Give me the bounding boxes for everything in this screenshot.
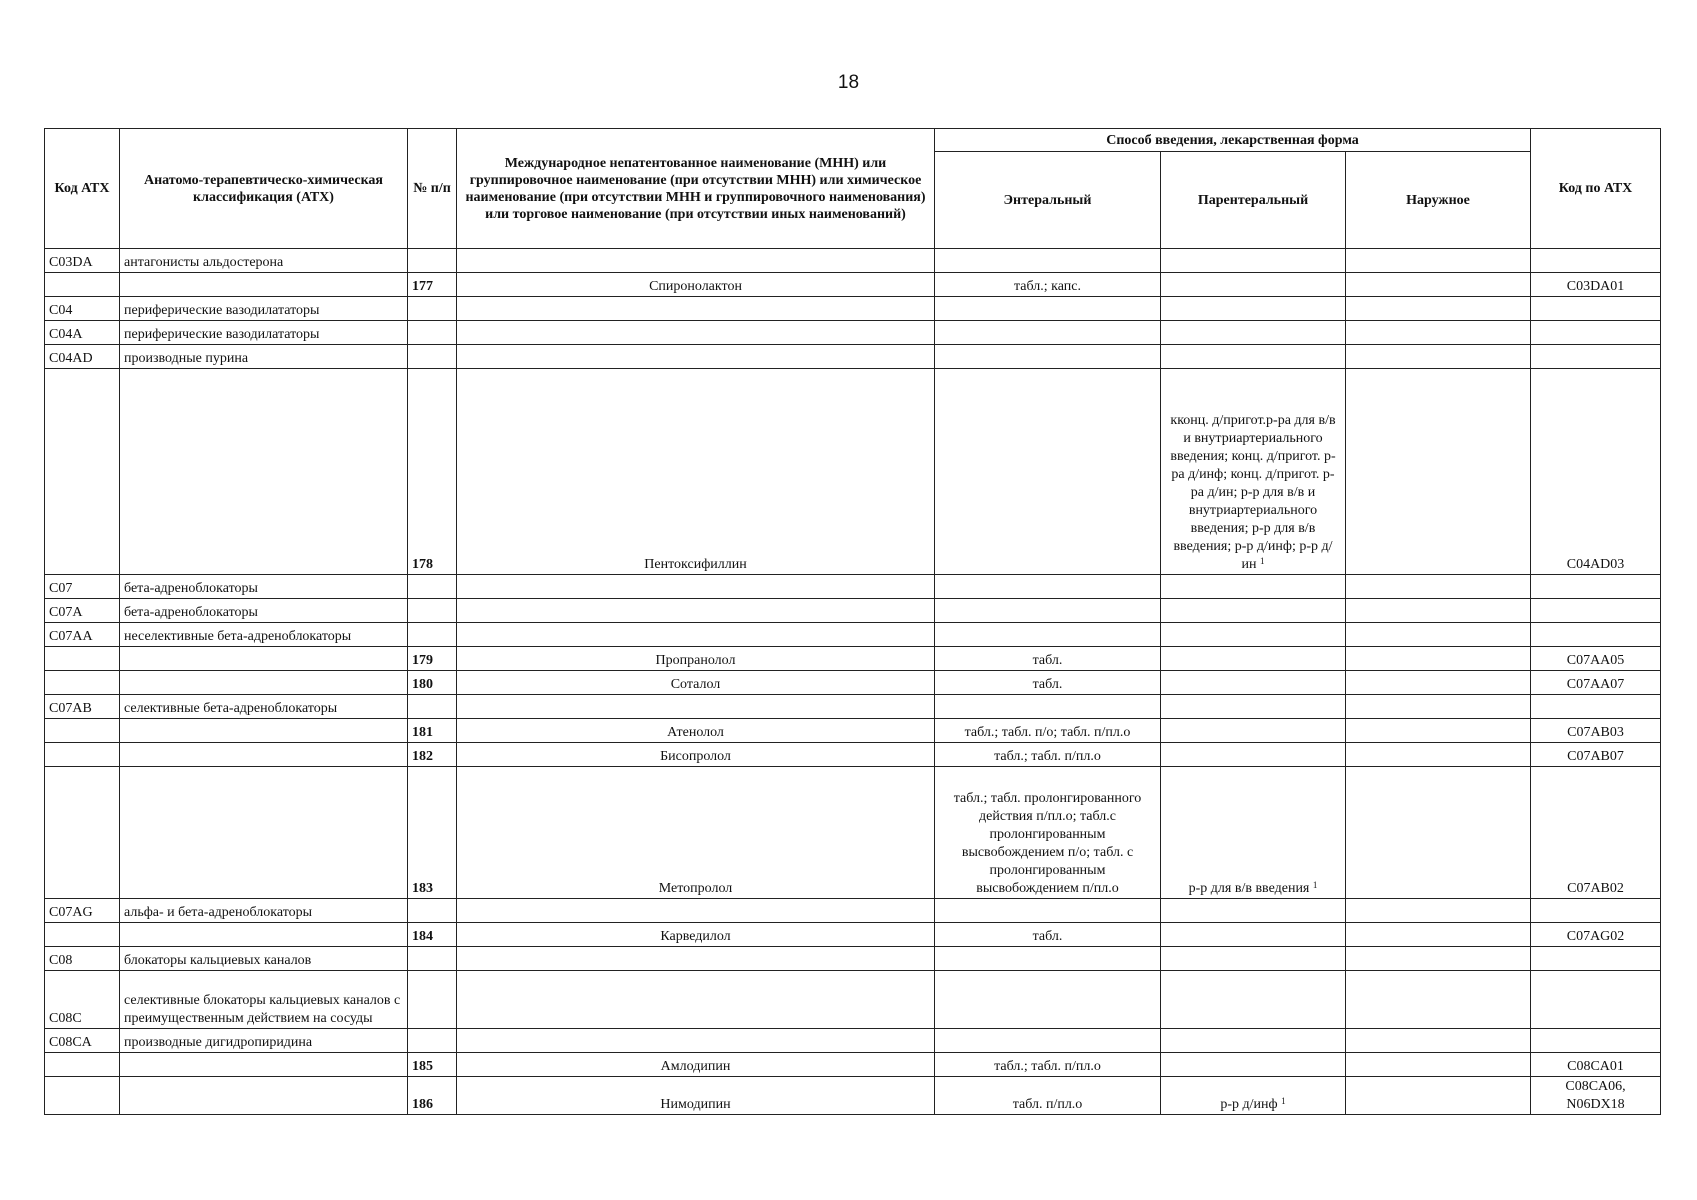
atc-code-cell [1531,647,1661,671]
atx-code-cell [45,923,120,947]
parenteral-form-cell [1161,947,1346,971]
row-number-cell [408,1077,457,1115]
row-number-cell [408,743,457,767]
row-number-cell-text: 179 [412,653,433,668]
classification-cell [120,1029,408,1053]
parenteral-form-cell [1161,599,1346,623]
classification-cell [120,1077,408,1115]
table-row [45,1029,1661,1053]
atc-code-cell [1531,671,1661,695]
classification-cell-text: антагонисты альдостерона [124,255,284,270]
table-row [45,767,1661,899]
atx-code-cell-text: C07A [49,605,83,620]
row-number-cell-text: 184 [412,929,433,944]
atc-code-cell [1531,297,1661,321]
enteral-form-cell-text: табл. п/пл.о [1012,1097,1083,1112]
atx-code-cell [45,647,120,671]
table-row [45,249,1661,273]
enteral-form-cell [935,273,1161,297]
atc-code-cell [1531,1029,1661,1053]
table-row [45,297,1661,321]
atc-code-cell-text: C07AA07 [1566,677,1625,692]
table-row [45,647,1661,671]
classification-cell-text: производные дигидропиридина [124,1035,313,1050]
classification-cell [120,743,408,767]
row-number-cell [408,1053,457,1077]
atx-code-cell [45,249,120,273]
atx-code-cell-text: C07AB [49,701,92,716]
table-row [45,321,1661,345]
row-number-cell [408,369,457,575]
classification-cell [120,899,408,923]
row-number-cell [408,297,457,321]
classification-cell-text: производные пурина [124,351,249,366]
atc-code-cell [1531,575,1661,599]
atx-code-cell-text: C08C [49,1011,82,1026]
row-number-cell [408,249,457,273]
drug-name-cell [457,767,935,899]
enteral-form-cell [935,369,1161,575]
classification-cell [120,971,408,1029]
atc-code-cell [1531,273,1661,297]
atx-code-cell [45,321,120,345]
atx-code-cell-text: C07AG [49,905,93,920]
atc-code-cell [1531,345,1661,369]
atc-code-cell-text: C08CA01 [1567,1059,1624,1074]
atc-code-cell [1531,369,1661,575]
drug-name-cell [457,599,935,623]
atx-code-cell-text: C08 [49,953,73,968]
external-form-cell [1346,923,1531,947]
atx-code-cell-text: C08CA [49,1035,92,1050]
parenteral-form-cell [1161,695,1346,719]
classification-cell-text: неселективные бета-адреноблокаторы [124,629,352,644]
parenteral-form-cell [1161,743,1346,767]
enteral-form-cell [935,647,1161,671]
atx-code-cell [45,623,120,647]
enteral-form-cell [935,695,1161,719]
parenteral-form-cell [1161,321,1346,345]
row-number-cell-text: 181 [412,725,433,740]
footnote-marker: 1 [1281,1096,1286,1106]
drug-name-cell [457,249,935,273]
atx-code-cell [45,575,120,599]
row-number-cell-text: 186 [412,1097,433,1112]
table-row [45,1077,1661,1115]
external-form-cell [1346,767,1531,899]
table-row [45,273,1661,297]
table-body [45,249,1661,1115]
atx-code-cell [45,767,120,899]
drug-name-cell-text: Бисопролол [660,749,731,764]
table-row [45,623,1661,647]
external-form-cell [1346,623,1531,647]
atc-code-cell [1531,947,1661,971]
table-row [45,719,1661,743]
row-number-cell [408,321,457,345]
drug-name-cell [457,971,935,1029]
drug-name-cell [457,743,935,767]
table-row [45,345,1661,369]
footnote-marker: 1 [1259,556,1265,566]
parenteral-form-cell [1161,575,1346,599]
table-row [45,971,1661,1029]
classification-cell-text: селективные блокаторы кальциевых каналов с преимущественным действием на сосуды [124,993,401,1026]
header-atc-code: Код по АТХ [1531,129,1661,249]
external-form-cell [1346,599,1531,623]
parenteral-form-cell [1161,369,1346,575]
atx-code-cell [45,599,120,623]
table-row [45,599,1661,623]
row-number-cell [408,947,457,971]
parenteral-form-cell [1161,923,1346,947]
external-form-cell [1346,671,1531,695]
classification-cell-text: периферические вазодилататоры [124,303,320,318]
external-form-cell [1346,647,1531,671]
enteral-form-cell-text: табл. [1032,653,1063,668]
classification-cell-text: бета-адреноблокаторы [124,581,258,596]
drug-name-cell [457,575,935,599]
classification-cell [120,947,408,971]
atx-code-cell-text: C07 [49,581,73,596]
atx-code-cell-text: C07AA [49,629,93,644]
drug-name-cell [457,695,935,719]
table-header [45,129,1661,249]
atx-code-cell [45,1029,120,1053]
drug-name-cell [457,369,935,575]
enteral-form-cell [935,249,1161,273]
atc-code-cell [1531,743,1661,767]
classification-cell [120,297,408,321]
classification-cell [120,321,408,345]
row-number-cell-text: 178 [412,557,433,572]
table-row [45,743,1661,767]
enteral-form-cell [935,297,1161,321]
row-number-cell [408,623,457,647]
parenteral-form-cell [1161,273,1346,297]
classification-cell [120,767,408,899]
enteral-form-cell [935,899,1161,923]
row-number-cell-text: 177 [412,279,433,294]
drug-name-cell [457,297,935,321]
atx-code-cell [45,369,120,575]
classification-cell [120,249,408,273]
header-num: № п/п [408,129,457,249]
classification-cell [120,345,408,369]
enteral-form-cell [935,321,1161,345]
atx-code-cell [45,345,120,369]
parenteral-form-cell [1161,971,1346,1029]
external-form-cell [1346,273,1531,297]
atc-code-cell [1531,1077,1661,1115]
atx-code-cell [45,273,120,297]
drug-name-cell [457,623,935,647]
atc-code-cell-text: C07AA05 [1566,653,1625,668]
header-route-group: Способ введения, лекарственная форма [935,129,1531,152]
table-row [45,695,1661,719]
table-row [45,575,1661,599]
atx-code-cell [45,899,120,923]
enteral-form-cell [935,1077,1161,1115]
parenteral-form-cell [1161,297,1346,321]
enteral-form-cell [935,743,1161,767]
enteral-form-cell [935,623,1161,647]
enteral-form-cell-text: табл.; табл. пролонгированного действия п/пл.о; табл.с пролонгированным высвобождением п/о; табл. с пролонгированным высвобождением п/пл.о [953,791,1142,896]
drug-name-cell-text: Амлодипин [660,1059,731,1074]
header-enteral: Энтеральный [935,152,1161,249]
enteral-form-cell [935,1029,1161,1053]
atx-code-cell [45,947,120,971]
enteral-form-cell [935,599,1161,623]
atx-code-cell-text: C04A [49,327,83,342]
parenteral-form-cell [1161,1053,1346,1077]
row-number-cell [408,695,457,719]
external-form-cell [1346,1077,1531,1115]
classification-cell [120,623,408,647]
enteral-form-cell [935,923,1161,947]
atx-code-cell [45,743,120,767]
row-number-cell-text: 183 [412,881,433,896]
classification-cell [120,575,408,599]
classification-cell [120,719,408,743]
atc-code-cell-text: C08CA06, N06DX18 [1565,1079,1626,1112]
row-number-cell [408,1029,457,1053]
row-number-cell [408,719,457,743]
row-number-cell [408,599,457,623]
drug-name-cell-text: Пропранолол [655,653,736,668]
atc-code-cell [1531,623,1661,647]
classification-cell-text: периферические вазодилататоры [124,327,320,342]
classification-cell [120,647,408,671]
drug-name-cell [457,899,935,923]
enteral-form-cell-text: табл.; табл. п/пл.о [994,749,1101,764]
row-number-cell [408,899,457,923]
drug-name-cell [457,273,935,297]
parenteral-form-cell [1161,623,1346,647]
atc-code-cell-text: C04AD03 [1566,557,1625,572]
enteral-form-cell [935,971,1161,1029]
atc-code-cell [1531,1053,1661,1077]
external-form-cell [1346,971,1531,1029]
row-number-cell [408,767,457,899]
drug-name-cell [457,1077,935,1115]
drug-name-cell-text: Нимодипин [660,1097,731,1112]
atx-code-cell [45,297,120,321]
atx-code-cell [45,1077,120,1115]
atc-code-cell [1531,321,1661,345]
parenteral-form-cell [1161,767,1346,899]
enteral-form-cell [935,1053,1161,1077]
external-form-cell [1346,575,1531,599]
atc-code-cell [1531,719,1661,743]
drug-name-cell [457,1053,935,1077]
atc-code-cell [1531,767,1661,899]
external-form-cell [1346,695,1531,719]
atx-code-cell [45,1053,120,1077]
parenteral-form-cell-text: р-р для в/в введения [1188,881,1310,896]
table-row [45,923,1661,947]
classification-cell [120,1053,408,1077]
parenteral-form-cell [1161,671,1346,695]
drug-name-cell [457,647,935,671]
row-number-cell [408,971,457,1029]
table-row [45,1053,1661,1077]
classification-cell [120,599,408,623]
drug-name-cell [457,923,935,947]
classification-cell [120,923,408,947]
parenteral-form-cell-text: р-р д/инф [1220,1097,1278,1112]
atc-code-cell [1531,695,1661,719]
external-form-cell [1346,345,1531,369]
classification-cell-text: селективные бета-адреноблокаторы [124,701,338,716]
enteral-form-cell-text: табл. [1032,677,1063,692]
drug-name-cell [457,345,935,369]
atc-code-cell-text: C03DA01 [1566,279,1625,294]
classification-cell-text: альфа- и бета-адреноблокаторы [124,905,313,920]
enteral-form-cell [935,947,1161,971]
atc-code-cell-text: C07AB02 [1567,881,1624,896]
classification-cell-text: бета-адреноблокаторы [124,605,258,620]
enteral-form-cell [935,345,1161,369]
external-form-cell [1346,947,1531,971]
external-form-cell [1346,369,1531,575]
parenteral-form-cell [1161,647,1346,671]
external-form-cell [1346,1029,1531,1053]
atc-code-cell-text: C07AG02 [1566,929,1625,944]
atc-code-cell [1531,899,1661,923]
external-form-cell [1346,249,1531,273]
drug-name-cell [457,671,935,695]
row-number-cell-text: 182 [412,749,433,764]
classification-cell [120,695,408,719]
row-number-cell [408,345,457,369]
atx-code-cell [45,719,120,743]
enteral-form-cell [935,671,1161,695]
enteral-form-cell [935,575,1161,599]
classification-cell-text: блокаторы кальциевых каналов [124,953,312,968]
row-number-cell-text: 180 [412,677,433,692]
atc-code-cell [1531,249,1661,273]
enteral-form-cell-text: табл.; капс. [1014,279,1081,294]
atc-code-cell-text: C07AB07 [1567,749,1624,764]
header-code: Код АТХ [45,129,120,249]
atx-code-cell [45,971,120,1029]
atx-code-cell-text: C04 [49,303,73,318]
atc-code-cell [1531,971,1661,1029]
drug-name-cell-text: Соталол [670,677,721,692]
external-form-cell [1346,719,1531,743]
classification-cell [120,369,408,575]
footnote-marker: 1 [1312,880,1318,890]
external-form-cell [1346,743,1531,767]
atc-code-cell-text: C07AB03 [1567,725,1624,740]
row-number-cell [408,671,457,695]
external-form-cell [1346,321,1531,345]
header-parenteral: Парентеральный [1161,152,1346,249]
atc-code-cell [1531,923,1661,947]
classification-cell [120,273,408,297]
enteral-form-cell [935,719,1161,743]
drug-name-cell-text: Спиронолактон [649,279,742,294]
row-number-cell-text: 185 [412,1059,433,1074]
drug-name-cell-text: Метопролол [658,881,733,896]
drug-name-cell-text: Пентоксифиллин [644,557,747,572]
atx-table [44,128,1661,1115]
table-row [45,671,1661,695]
row-number-cell [408,575,457,599]
enteral-form-cell [935,767,1161,899]
table-row [45,947,1661,971]
parenteral-form-cell [1161,249,1346,273]
drug-name-cell [457,321,935,345]
drug-name-cell [457,1029,935,1053]
table-row [45,369,1661,575]
drug-name-cell-text: Атенолол [667,725,724,740]
enteral-form-cell-text: табл.; табл. п/о; табл. п/пл.о [964,725,1131,740]
parenteral-form-cell [1161,1029,1346,1053]
parenteral-form-cell [1161,1077,1346,1115]
row-number-cell [408,273,457,297]
row-number-cell [408,647,457,671]
drug-name-cell [457,719,935,743]
parenteral-form-cell [1161,345,1346,369]
header-external: Наружное [1346,152,1531,249]
atx-code-cell [45,671,120,695]
header-classification: Анатомо-терапевтическо-химическая классификация (АТХ) [120,129,408,249]
table-row [45,899,1661,923]
external-form-cell [1346,1053,1531,1077]
external-form-cell [1346,899,1531,923]
drug-name-cell-text: Карведилол [660,929,731,944]
row-number-cell [408,923,457,947]
atx-code-cell-text: C04AD [49,351,93,366]
atx-code-cell-text: C03DA [49,255,93,270]
external-form-cell [1346,297,1531,321]
atc-code-cell [1531,599,1661,623]
atx-code-cell [45,695,120,719]
parenteral-form-cell [1161,899,1346,923]
header-name: Международное непатентованное наименование (МНН) или группировочное наименование (при отсутствии МНН) или химическое наименование (при отсутствии МНН и группировочного наименования) или торговое наименование (при отсутствии иных наименований) [457,129,935,249]
parenteral-form-cell [1161,719,1346,743]
classification-cell [120,671,408,695]
enteral-form-cell-text: табл. [1032,929,1063,944]
parenteral-form-cell-text: кконц. д/пригот.р-ра для в/в и внутриартериального введения; конц. д/пригот. р-ра д/инф; конц. д/пригот. р-ра д/ин; р-р для в/в и внутриартериального введения; р-р для в/в введения; р-р д/инф; р-р д/ин [1170,413,1336,572]
enteral-form-cell-text: табл.; табл. п/пл.о [994,1059,1101,1074]
drug-name-cell [457,947,935,971]
page-number: 18 [837,72,860,93]
